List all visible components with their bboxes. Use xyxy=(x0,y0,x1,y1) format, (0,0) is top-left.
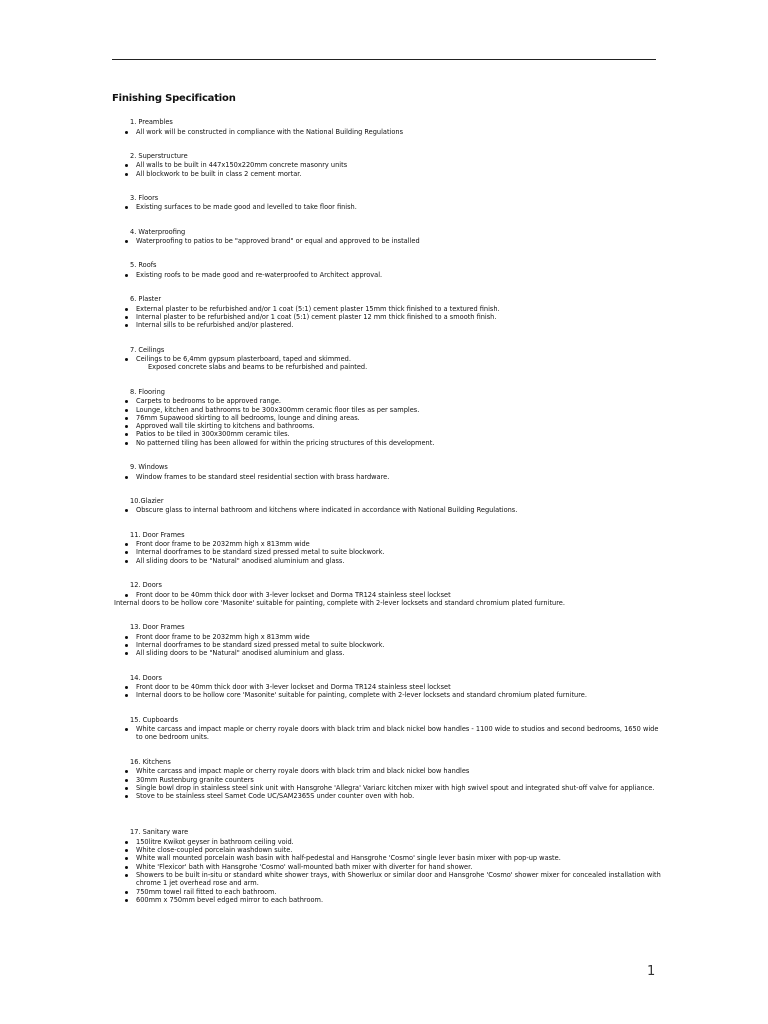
bullet-item: 750mm towel rail fitted to each bathroom. xyxy=(112,888,668,896)
section-heading: 8. Flooring xyxy=(130,387,165,396)
bullet-list xyxy=(112,473,668,481)
section-heading: 5. Roofs xyxy=(130,261,157,270)
bullet-item: Existing roofs to be made good and re-waterproofed to Architect approval. xyxy=(112,271,668,279)
section-heading: 1. Preambles xyxy=(130,118,173,126)
bullet-item: Lounge, kitchen and bathrooms to be 300x300mm ceramic floor tiles as per samples. xyxy=(112,406,668,414)
section-heading: 11. Door Frames xyxy=(130,530,185,539)
bullet-item: Internal doors to be hollow core 'Masonite' suitable for painting, complete with 2-lever locksets and standard chromium plated furniture. xyxy=(112,691,668,699)
bullet-list xyxy=(112,633,668,658)
bullet-list xyxy=(112,305,668,330)
bullet-item: All sliding doors to be "Natural" anodised aluminium and glass. xyxy=(112,649,668,657)
section-heading: 2. Superstructure xyxy=(130,151,188,160)
bullet-item: White 'Flexicor' bath with Hansgrohe 'Cosmo' wall-mounted bath mixer with diverter for hand shower. xyxy=(112,863,668,871)
section-heading: 3. Floors xyxy=(130,193,159,202)
spec-section xyxy=(112,758,668,801)
section-heading: 4. Waterproofing xyxy=(130,227,186,236)
bullet-item: All work will be constructed in compliance with the National Building Regulations xyxy=(112,128,668,136)
page-number: 1 xyxy=(647,964,656,979)
bullet-item: All blockwork to be built in class 2 cement mortar. xyxy=(112,170,668,178)
bullet-item: Window frames to be standard steel residential section with brass hardware. xyxy=(112,473,668,481)
bullet-list xyxy=(112,591,668,599)
header-rule xyxy=(112,59,656,60)
section-heading: 6. Plaster xyxy=(130,295,162,304)
bullet-item: White carcass and impact maple or cherry royale doors with black trim and black nickel bow handles xyxy=(112,767,668,775)
spec-section xyxy=(112,261,668,279)
bullet-item: White close-coupled porcelain washdown suite. xyxy=(112,846,668,854)
section-heading: 13. Door Frames xyxy=(130,623,185,632)
bullet-list xyxy=(112,683,668,700)
bullet-item: Internal doorframes to be standard sized pressed metal to suite blockwork. xyxy=(112,641,668,649)
spec-section xyxy=(112,295,668,329)
unbulleted-line: Internal doors to be hollow core 'Masonite' suitable for painting, complete with 2-lever locksets and standard chromium plated furniture. xyxy=(114,598,565,607)
bullet-item: Carpets to bedrooms to be approved range. xyxy=(112,397,668,405)
bullet-list xyxy=(112,161,668,178)
bullet-item: All walls to be built in 447x150x220mm concrete masonry units xyxy=(112,161,668,169)
bullet-item: Internal doorframes to be standard sized pressed metal to suite blockwork. xyxy=(112,548,668,556)
section-heading: 17. Sanitary ware xyxy=(130,828,189,837)
bullet-item: Obscure glass to internal bathroom and kitchens where indicated in accordance with National Building Regulations. xyxy=(112,506,668,514)
section-heading: 9. Windows xyxy=(130,463,168,472)
document-title: Finishing Specification xyxy=(112,93,236,104)
spec-section xyxy=(112,581,668,607)
spec-section xyxy=(112,716,668,742)
section-heading: 14. Doors xyxy=(130,673,162,682)
bullet-item: 76mm Supawood skirting to all bedrooms, lounge and dining areas. xyxy=(112,414,668,422)
bullet-item: 30mm Rustenburg granite counters xyxy=(112,776,668,784)
bullet-list xyxy=(112,506,668,514)
bullet-item: Patios to be tiled in 300x300mm ceramic tiles. xyxy=(112,430,668,438)
spec-section xyxy=(112,674,668,700)
bullet-item: Front door frame to be 2032mm high x 813mm wide xyxy=(112,540,668,548)
bullet-item: All sliding doors to be "Natural" anodised aluminium and glass. xyxy=(112,557,668,565)
bullet-item: White wall mounted porcelain wash basin with half-pedestal and Hansgrohe 'Cosmo' single lever basin mixer with pop-up waste. xyxy=(112,854,668,862)
section-heading: 12. Doors xyxy=(130,581,162,590)
bullet-item: White carcass and impact maple or cherry royale doors with black trim and black nickel bow handles - 1100 wide to studios and second bedrooms, 1650 wide to one bedroom units. xyxy=(112,725,668,742)
bullet-item: Approved wall tile skirting to kitchens and bathrooms. xyxy=(112,422,668,430)
bullet-list xyxy=(112,237,668,245)
bullet-item: Internal plaster to be refurbished and/or 1 coat (5:1) cement plaster 12 mm thick finished to a smooth finish. xyxy=(112,313,668,321)
bullet-item: 150litre Kwikot geyser in bathroom ceiling void. xyxy=(112,838,668,846)
bullet-item: Waterproofing to patios to be "approved brand" or equal and approved to be installed xyxy=(112,237,668,245)
section-heading: 15. Cupboards xyxy=(130,715,179,724)
section-heading: 16. Kitchens xyxy=(130,757,171,766)
bullet-list xyxy=(112,128,668,136)
spec-section xyxy=(112,152,668,178)
spec-section xyxy=(112,828,668,904)
bullet-list xyxy=(112,203,668,211)
bullet-list xyxy=(112,725,668,742)
bullet-list xyxy=(112,355,668,363)
bullet-list xyxy=(112,838,668,904)
bullet-item: Single bowl drop in stainless steel sink unit with Hansgrohe 'Allegra' Variarc kitchen mixer with high swivel spout and integrated shut-off valve for appliance. xyxy=(112,784,668,792)
section-heading: 7. Ceilings xyxy=(130,345,165,354)
spec-section xyxy=(112,623,668,657)
section-heading: 10.Glazier xyxy=(130,496,164,505)
spec-section xyxy=(112,228,668,246)
bullet-list xyxy=(112,540,668,565)
bullet-item: No patterned tiling has been allowed for within the pricing structures of this development. xyxy=(112,439,668,447)
bullet-item: Existing surfaces to be made good and levelled to take floor finish. xyxy=(112,203,668,211)
spec-section xyxy=(112,346,668,372)
bullet-item: Stove to be stainless steel Samet Code UC/SAM2365S under counter oven with hob. xyxy=(112,792,668,800)
spec-section xyxy=(112,388,668,447)
bullet-item: Front door frame to be 2032mm high x 813mm wide xyxy=(112,633,668,641)
spec-section xyxy=(112,463,668,481)
bullet-item: 600mm x 750mm bevel edged mirror to each bathroom. xyxy=(112,896,668,904)
spec-section xyxy=(112,118,668,136)
indented-note: Exposed concrete slabs and beams to be refurbished and painted. xyxy=(148,363,368,372)
bullet-item: Ceilings to be 6,4mm gypsum plasterboard, taped and skimmed. xyxy=(112,355,668,363)
specification-body xyxy=(112,118,668,920)
spec-section xyxy=(112,497,668,515)
bullet-item: Front door to be 40mm thick door with 3-lever lockset and Dorma TR124 stainless steel lockset xyxy=(112,591,668,599)
bullet-item: External plaster to be refurbished and/or 1 coat (5:1) cement plaster 15mm thick finished to a textured finish. xyxy=(112,305,668,313)
bullet-list xyxy=(112,767,668,800)
bullet-item: Showers to be built in-situ or standard white shower trays, with Showerlux or similar door and Hansgrohe 'Cosmo' shower mixer for concealed installation with chrome 1 jet overhead rose and arm. xyxy=(112,871,668,888)
bullet-item: Internal sills to be refurbished and/or plastered. xyxy=(112,321,668,329)
spec-section xyxy=(112,531,668,565)
bullet-item: Front door to be 40mm thick door with 3-lever lockset and Dorma TR124 stainless steel lockset xyxy=(112,683,668,691)
bullet-list xyxy=(112,397,668,447)
bullet-list xyxy=(112,271,668,279)
spec-section xyxy=(112,194,668,212)
